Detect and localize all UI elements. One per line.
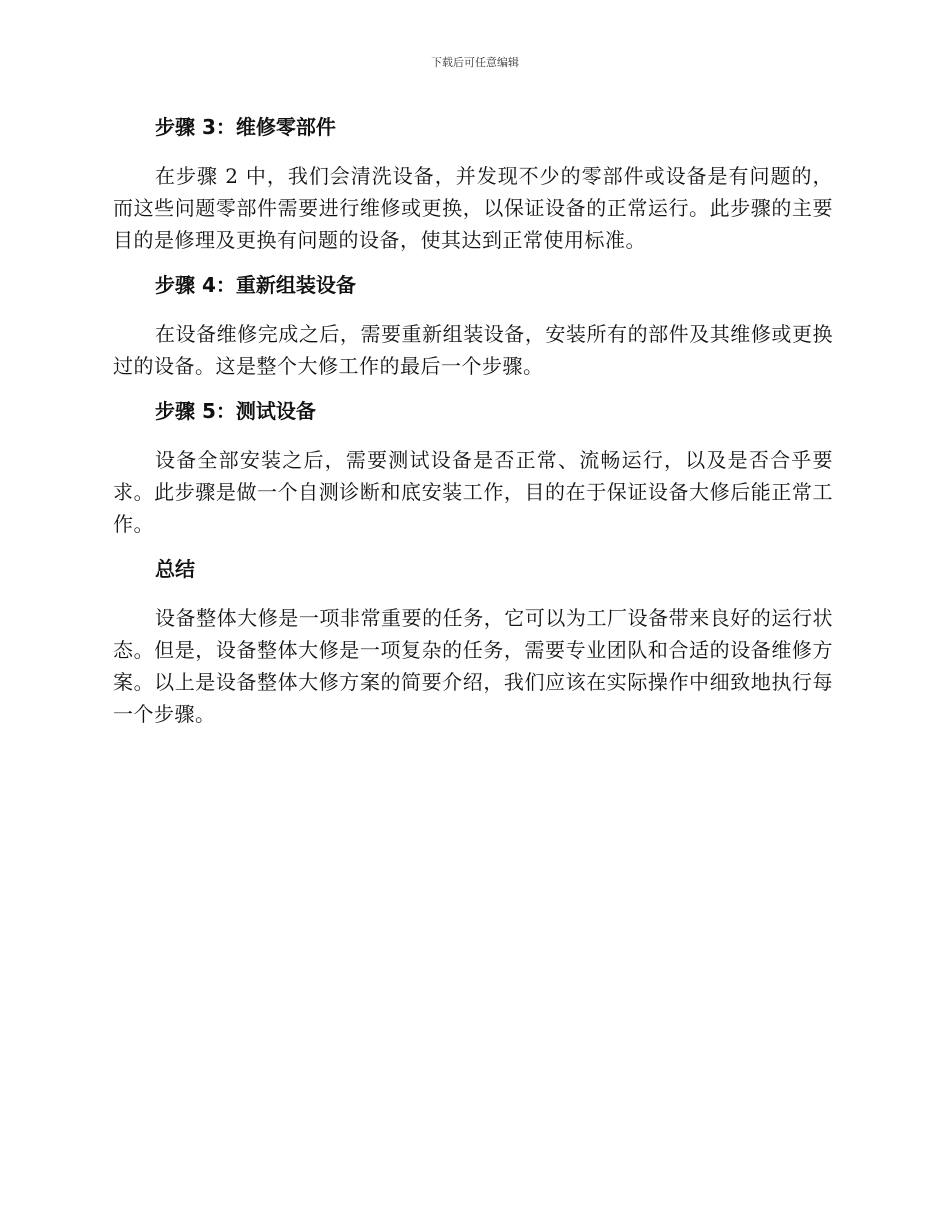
document-body <box>113 112 833 744</box>
section-heading-step-5: 步骤 5：测试设备 <box>155 399 316 423</box>
header-note: 下载后可任意编辑 <box>431 56 519 69</box>
section-paragraph-step-5: 设备全部安装之后，需要测试设备是否正常、流畅运行，以及是否合乎要求。此步骤是做一个自测诊断和底安装工作，目的在于保证设备大修后能正常工作。 <box>113 448 833 536</box>
section-paragraph-step-4: 在设备维修完成之后，需要重新组装设备，安装所有的部件及其维修或更换过的设备。这是整个大修工作的最后一个步骤。 <box>113 322 833 378</box>
section-heading-step-3: 步骤 3：维修零部件 <box>155 115 336 139</box>
section-heading-step-4: 步骤 4：重新组装设备 <box>155 273 356 297</box>
section-heading-summary: 总结 <box>155 557 195 581</box>
section-paragraph-summary: 设备整体大修是一项非常重要的任务，它可以为工厂设备带来良好的运行状态。但是，设备整体大修是一项复杂的任务，需要专业团队和合适的设备维修方案。以上是设备整体大修方案的简要介绍，我们应该在实际操作中细致地执行每一个步骤。 <box>113 606 833 726</box>
section-paragraph-step-3: 在步骤 2 中，我们会清洗设备，并发现不少的零部件或设备是有问题的，而这些问题零部件需要进行维修或更换，以保证设备的正常运行。此步骤的主要目的是修理及更换有问题的设备，使其达到正常使用标准。 <box>113 164 833 252</box>
